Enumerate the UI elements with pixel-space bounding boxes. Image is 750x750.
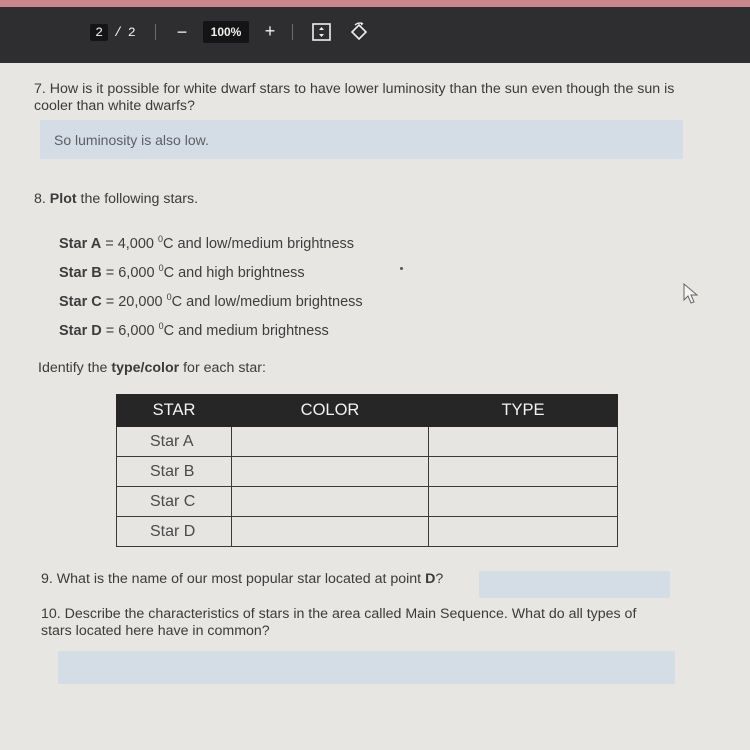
current-page[interactable]: 2 <box>90 24 108 41</box>
question-10-line2: stars located here have in common? <box>41 623 270 639</box>
total-pages: 2 <box>127 24 136 40</box>
toolbar-divider <box>292 24 293 40</box>
star-desc: C and high brightness <box>163 265 305 281</box>
type-cell[interactable] <box>429 457 618 487</box>
type-cell[interactable] <box>429 517 618 547</box>
question-9-post: ? <box>435 571 444 587</box>
identify-instruction <box>38 360 266 377</box>
star-temp: = 4,000 <box>105 236 159 252</box>
star-label: Star C <box>59 294 102 310</box>
star-name-cell: Star C <box>117 487 232 517</box>
identify-bold: type/color <box>111 360 180 376</box>
star-type-table <box>116 394 618 547</box>
star-label: Star A <box>59 236 102 252</box>
stray-mark <box>400 267 403 270</box>
color-cell[interactable] <box>232 457 429 487</box>
question-10-answer-field[interactable] <box>58 651 675 684</box>
star-name-cell: Star D <box>117 517 232 547</box>
fit-page-icon[interactable] <box>312 23 331 41</box>
answer-text: So luminosity is also low. <box>54 131 209 148</box>
question-9-pre: 9. What is the name of our most popular star located at point <box>41 571 426 587</box>
question-9-bold: D <box>425 571 436 587</box>
degree-mark: 0 <box>158 321 164 331</box>
question-9-text <box>41 571 443 588</box>
star-item <box>59 256 363 285</box>
star-item <box>59 285 363 314</box>
degree-mark: 0 <box>166 292 172 302</box>
star-temp: = 20,000 <box>105 294 167 310</box>
type-cell[interactable] <box>429 427 618 457</box>
header-type: TYPE <box>429 395 618 427</box>
page-separator: / <box>114 24 122 40</box>
question-number: 8. <box>34 191 46 207</box>
viewer-toolbar <box>0 0 750 63</box>
table-row <box>117 487 618 517</box>
table-row <box>117 517 618 547</box>
question-10-text <box>41 606 731 640</box>
identify-post: for each star: <box>179 360 266 376</box>
star-desc: C and low/medium brightness <box>171 294 363 310</box>
type-cell[interactable] <box>429 487 618 517</box>
mouse-cursor-icon <box>683 283 699 310</box>
star-temp: = 6,000 <box>105 265 159 281</box>
zoom-in-button[interactable]: + <box>264 20 276 41</box>
question-7-answer-field[interactable] <box>40 120 683 159</box>
star-name-cell: Star B <box>117 457 232 487</box>
degree-mark: 0 <box>158 263 164 273</box>
zoom-out-button[interactable]: − <box>176 21 188 42</box>
star-label: Star D <box>59 323 102 339</box>
header-star: STAR <box>117 395 232 427</box>
question-8-rest: the following stars. <box>76 191 199 207</box>
star-item <box>59 227 363 256</box>
question-8-bold: Plot <box>49 191 77 207</box>
question-9-answer-field[interactable] <box>479 571 670 598</box>
question-10-line1: 10. Describe the characteristics of stars in the area called Main Sequence. What do all types of <box>41 606 637 622</box>
question-7-text: 7. How is it possible for white dwarf stars to have lower luminosity than the sun even though the sun is cooler than white dwarfs? <box>34 81 675 114</box>
page-indicator[interactable] <box>86 21 140 43</box>
window-edge <box>0 0 750 7</box>
degree-mark: 0 <box>158 234 164 244</box>
star-label: Star B <box>59 265 102 281</box>
star-desc: C and medium brightness <box>163 323 329 339</box>
header-color: COLOR <box>232 395 429 427</box>
color-cell[interactable] <box>232 487 429 517</box>
star-list <box>59 227 363 343</box>
rotate-icon[interactable] <box>349 22 369 42</box>
table-row <box>117 457 618 487</box>
color-cell[interactable] <box>232 427 429 457</box>
star-item <box>59 314 363 343</box>
table-row <box>117 427 618 457</box>
toolbar-divider <box>155 24 156 40</box>
star-name-cell: Star A <box>117 427 232 457</box>
table-header-row <box>117 395 618 427</box>
star-desc: C and low/medium brightness <box>163 236 355 252</box>
color-cell[interactable] <box>232 517 429 547</box>
identify-pre: Identify the <box>38 360 112 376</box>
zoom-level[interactable]: 100% <box>203 21 249 43</box>
question-8-heading <box>34 191 198 208</box>
star-temp: = 6,000 <box>105 323 159 339</box>
